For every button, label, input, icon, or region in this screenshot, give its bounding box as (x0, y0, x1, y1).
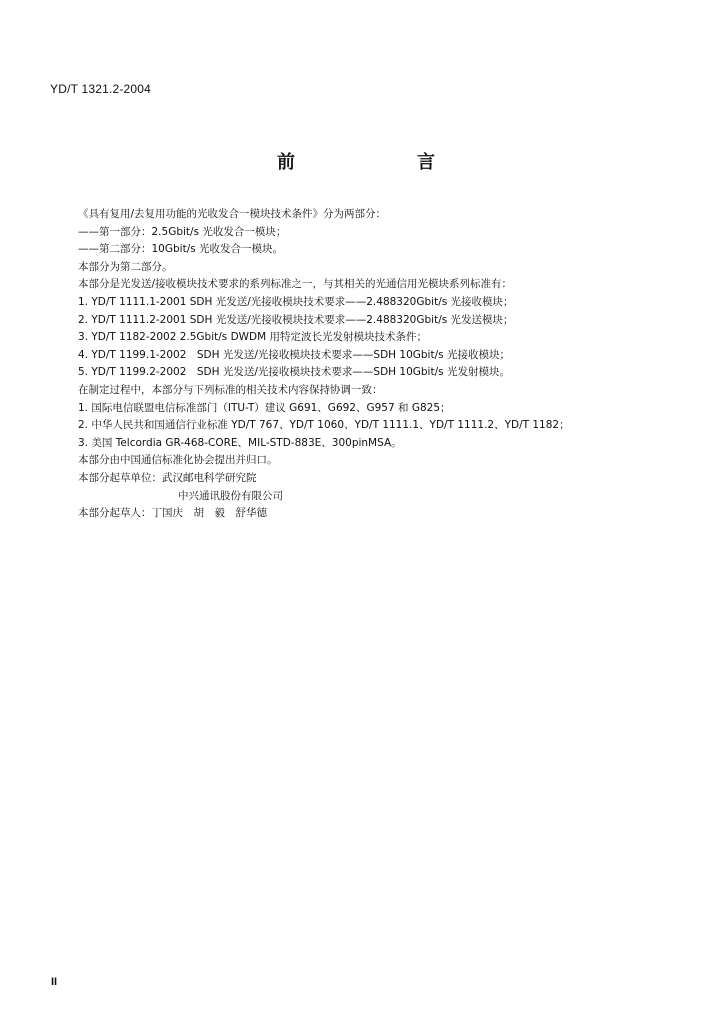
paragraph-line: 《具有复用/去复用功能的光收发合一模块技术条件》分为两部分： (78, 208, 387, 220)
paragraph-line: 在制定过程中，本部分与下列标准的相关技术内容保持协调一致： (78, 383, 383, 396)
list-item: 1. 国际电信联盟电信标准部门（ITU-T）建议 G691、G692、G957 和 G825； (78, 401, 451, 414)
drafters-line: 本部分起草人：丁国庆 胡 毅 舒华德 (78, 507, 267, 520)
paragraph-line: 本部分是光发送/接收模块技术要求的系列标准之一，与其相关的光通信用光模块系列标准有： (78, 278, 513, 291)
standard-code: YD/T 1321.2-2004 (50, 82, 152, 96)
list-item: 1. YD/T 1111.1-2001 SDH 光发送/光接收模块技术要求——2.488320Gbit/s 光接收模块； (78, 295, 514, 308)
list-item: 2. 中华人民共和国通信行业标准 YD/T 767、YD/T 1060、YD/T 1111.1、YD/T 1111.2、YD/T 1182； (78, 419, 570, 432)
paragraph-line: 本部分为第二部分。 (78, 260, 173, 273)
page-number: II (51, 976, 58, 988)
preface-body (78, 206, 678, 523)
list-item: 4. YD/T 1199.1-2002 SDH 光发送/光接收模块技术要求——SDH 10Gbit/s 光接收模块； (78, 348, 510, 361)
drafting-unit-line: 中兴通讯股份有限公司 (178, 489, 283, 502)
list-item: 3. 美国 Telcordia GR-468-CORE、MIL-STD-883E、300pinMSA。 (78, 436, 402, 449)
list-item: 3. YD/T 1182-2002 2.5Gbit/s DWDM 用特定波长光发射模块技术条件； (78, 331, 428, 344)
drafting-unit-line: 本部分起草单位：武汉邮电科学研究院 (78, 471, 257, 484)
page-title: 前 言 (277, 152, 487, 173)
paragraph-line: ——第一部分：2.5Gbit/s 光收发合一模块； (78, 225, 287, 238)
paragraph-line: 本部分由中国通信标准化协会提出并归口。 (78, 454, 278, 467)
list-item: 2. YD/T 1111.2-2001 SDH 光发送/光接收模块技术要求——2.488320Gbit/s 光发送模块； (78, 313, 514, 326)
paragraph-line: ——第二部分：10Gbit/s 光收发合一模块。 (78, 243, 284, 256)
list-item: 5. YD/T 1199.2-2002 SDH 光发送/光接收模块技术要求——SDH 10Gbit/s 光发射模块。 (78, 366, 510, 379)
